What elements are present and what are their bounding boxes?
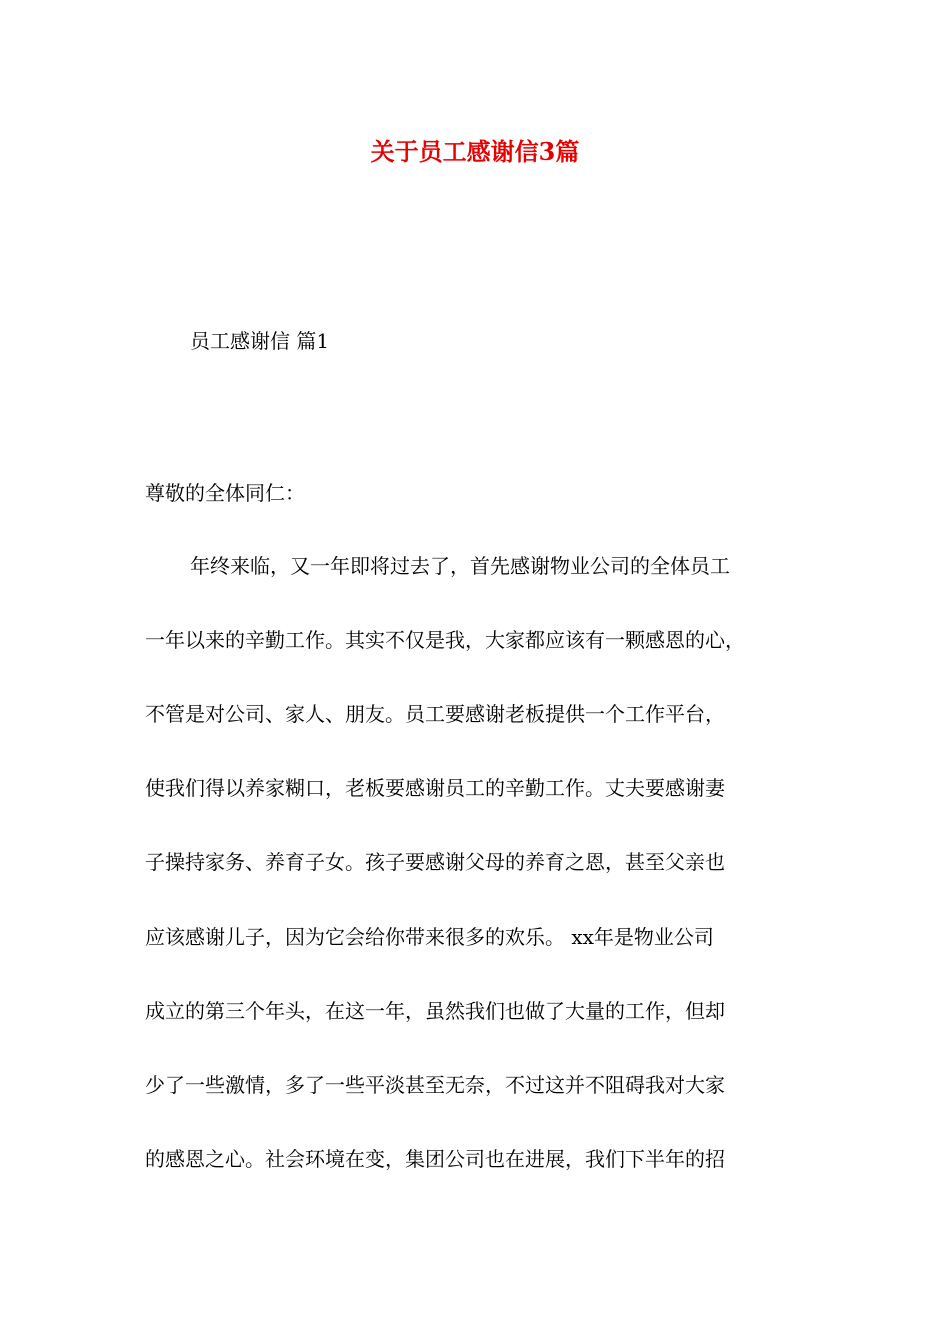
paragraph-line: 子操持家务、养育子女。孩子要感谢父母的养育之恩，甚至父亲也 [145, 850, 725, 874]
letter-salutation: 尊敬的全体同仁： [145, 481, 305, 505]
section-heading: 员工感谢信 篇1 [190, 329, 330, 353]
document-title: 关于员工感谢信3篇 [370, 137, 580, 166]
paragraph-line: 应该感谢儿子，因为它会给你带来很多的欢乐。 xx年是物业公司 [145, 925, 714, 949]
paragraph-line: 不管是对公司、家人、朋友。员工要感谢老板提供一个工作平台， [145, 702, 725, 726]
paragraph-line: 少了一些激情，多了一些平淡甚至无奈，不过这并不阻碍我对大家 [145, 1073, 725, 1097]
paragraph-line: 的感恩之心。社会环境在变，集团公司也在进展，我们下半年的招 [145, 1147, 725, 1171]
paragraph-line: 一年以来的辛勤工作。其实不仅是我，大家都应该有一颗感恩的心， [145, 628, 745, 652]
paragraph-line: 成立的第三个年头，在这一年，虽然我们也做了大量的工作，但却 [145, 999, 725, 1023]
paragraph-line: 年终来临，又一年即将过去了，首先感谢物业公司的全体员工 [190, 554, 730, 578]
paragraph-line: 使我们得以养家糊口，老板要感谢员工的辛勤工作。丈夫要感谢妻 [145, 776, 725, 800]
